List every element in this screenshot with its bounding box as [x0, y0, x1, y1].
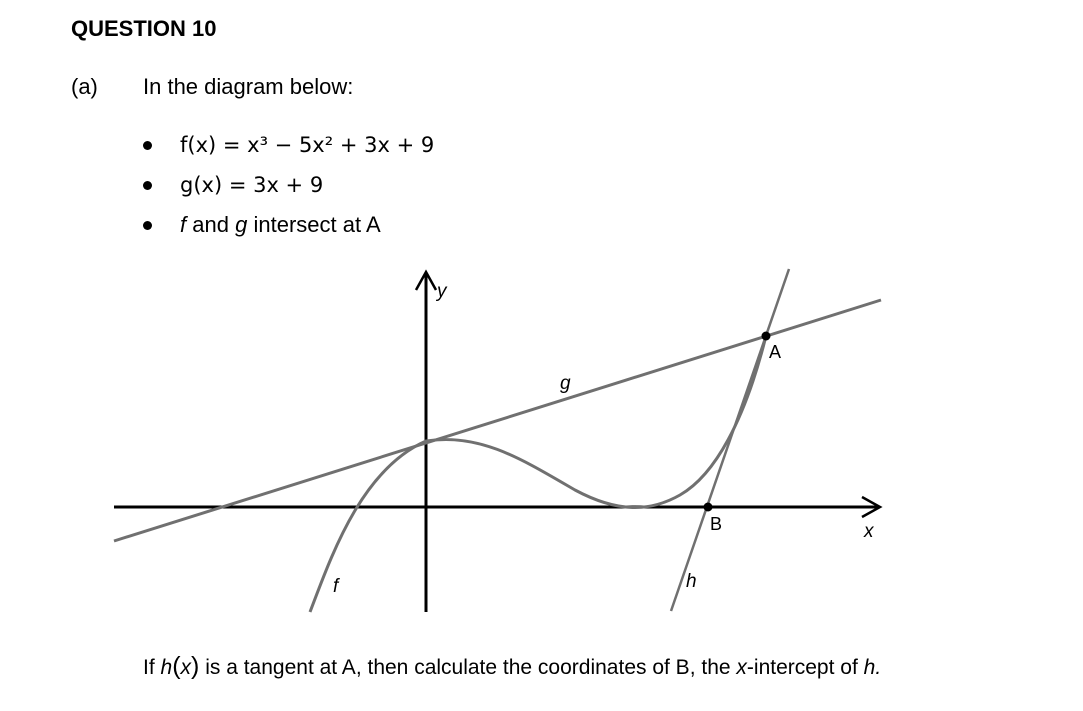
x-symbol: x [180, 656, 192, 679]
curve-f [310, 336, 766, 612]
point-a [762, 332, 771, 341]
x-axis-label: x [864, 521, 874, 542]
point-b [704, 503, 713, 512]
question-body: is a tangent at A, then calculate the coordinates of B, the [205, 656, 731, 679]
f-label: f [333, 576, 339, 597]
f-definition: f(x) = x³ − 5x² + 3x + 9 [180, 133, 435, 157]
x-word: x [736, 656, 747, 679]
f-symbol: f [180, 212, 187, 237]
b-label: B [710, 514, 723, 534]
question-text: If h(x) is a tangent at A, then calculate the coordinates of B, the x-intercept of h. [143, 652, 882, 680]
part-label: (a) [71, 74, 98, 99]
h-symbol-end: h [863, 656, 876, 679]
tangent-h [671, 269, 789, 611]
question-title: QUESTION 10 [71, 16, 217, 41]
intersect-text: intersect at A [253, 212, 381, 237]
h-label: h [686, 571, 697, 592]
question-intercept: -intercept of [746, 656, 858, 679]
intro-text: In the diagram below: [143, 74, 354, 99]
g-symbol: g [235, 212, 248, 237]
h-symbol: h [160, 656, 173, 679]
question-end: . [875, 656, 882, 679]
question-if: If [143, 656, 155, 679]
g-label: g [560, 373, 571, 394]
y-axis-label: y [437, 281, 447, 302]
g-definition: g(x) = 3x + 9 [180, 173, 324, 197]
a-label: A [769, 342, 782, 362]
and-word: and [192, 212, 229, 237]
